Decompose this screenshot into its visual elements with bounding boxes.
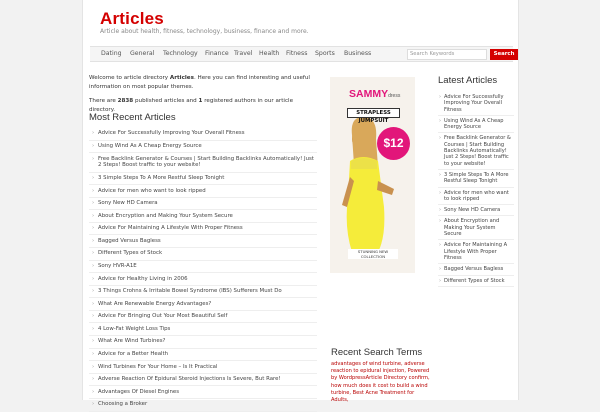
- recent-article-item[interactable]: [89, 141, 317, 154]
- article-link[interactable]: Advice For Successfully Improving Your Overall Fitness: [444, 94, 504, 113]
- recent-article-item[interactable]: [89, 153, 317, 172]
- chevron-right-icon: ›: [92, 155, 95, 162]
- latest-article-item[interactable]: [438, 216, 514, 240]
- article-link[interactable]: Sony HVR-A1E: [98, 262, 137, 269]
- chevron-right-icon: ›: [92, 262, 95, 269]
- chevron-right-icon: ›: [439, 277, 442, 284]
- article-link[interactable]: Wind Turbines For Your Home – Is It Practical: [98, 363, 218, 370]
- nav-item-travel[interactable]: Travel: [234, 50, 253, 57]
- chevron-right-icon: ›: [92, 200, 95, 207]
- latest-article-item[interactable]: [438, 264, 514, 275]
- article-link[interactable]: What Are Renewable Energy Advantages?: [98, 300, 212, 307]
- recent-article-item[interactable]: [89, 286, 317, 299]
- recent-article-item[interactable]: [89, 223, 317, 236]
- recent-article-item[interactable]: [89, 336, 317, 349]
- article-link[interactable]: Advice for men who want to look ripped: [98, 187, 206, 194]
- site-tagline: Article about health, fitness, technology, business, finance and more.: [100, 28, 309, 35]
- search-input[interactable]: Search Keywords: [407, 49, 487, 60]
- recent-article-item[interactable]: [89, 349, 317, 362]
- article-link[interactable]: 3 Things Crohns & Irritable Bowel Syndrome (IBS) Sufferers Must Do: [98, 288, 282, 295]
- page-container: [82, 0, 519, 408]
- nav-item-dating[interactable]: Dating: [101, 50, 122, 57]
- chevron-right-icon: ›: [439, 171, 442, 178]
- main-navigation: [90, 46, 513, 62]
- article-link[interactable]: Advice For Successfully Improving Your Overall Fitness: [98, 130, 245, 137]
- chevron-right-icon: ›: [92, 351, 95, 358]
- article-link[interactable]: Advice For Maintaining A Lifestyle With Proper Fitness: [98, 225, 243, 232]
- latest-article-item[interactable]: [438, 116, 514, 134]
- article-link[interactable]: Advice For Bringing Out Your Most Beautiful Self: [98, 313, 228, 320]
- chevron-right-icon: ›: [92, 288, 95, 295]
- chevron-right-icon: ›: [92, 338, 95, 345]
- chevron-right-icon: ›: [92, 187, 95, 194]
- recent-article-item[interactable]: [89, 173, 317, 186]
- recent-article-item[interactable]: [89, 185, 317, 198]
- latest-article-item[interactable]: [438, 170, 514, 188]
- chevron-right-icon: ›: [439, 218, 442, 225]
- latest-articles-list: [438, 92, 514, 287]
- recent-articles-heading: Most Recent Articles: [89, 112, 176, 123]
- recent-article-item[interactable]: [89, 399, 317, 412]
- ad-product-label: STRAPLESS JUMPSUIT: [347, 108, 400, 118]
- article-link[interactable]: Using Wind As A Cheap Energy Source: [98, 142, 202, 149]
- recent-article-item[interactable]: [89, 386, 317, 399]
- advertisement-banner[interactable]: [330, 77, 415, 273]
- nav-item-business[interactable]: Business: [344, 50, 372, 57]
- directory-stats: There are 2838 published articles and 1 registered authors in our article directory.: [89, 98, 294, 113]
- recent-article-item[interactable]: [89, 323, 317, 336]
- article-link[interactable]: About Encryption and Making Your System Secure: [98, 212, 233, 219]
- nav-item-finance[interactable]: Finance: [205, 50, 229, 57]
- chevron-right-icon: ›: [92, 250, 95, 257]
- recent-article-item[interactable]: [89, 248, 317, 261]
- article-link[interactable]: Sony New HD Camera: [444, 207, 501, 214]
- recent-article-item[interactable]: [89, 361, 317, 374]
- search-terms-heading: Recent Search Terms: [331, 347, 423, 358]
- article-link[interactable]: Free Backlink Generator & Courses | Start Building Backlinks Automatically! Just 2 Steps! Boost traffic to your website!: [98, 155, 314, 169]
- welcome-text: Welcome to article directory Articles. Here you can find interesting and useful information on most popular themes.: [89, 75, 310, 90]
- chevron-right-icon: ›: [439, 189, 442, 196]
- recent-article-item[interactable]: [89, 210, 317, 223]
- search-terms-list[interactable]: advantages of wind turbine, adverse reaction to epidural injection, Powered by WordpressArticle Directory confirm, how much does it cost to build a wind turbine, Best Acne Treatment for Adults,: [331, 361, 430, 404]
- site-title[interactable]: Articles: [100, 9, 164, 28]
- article-link[interactable]: Advice For Maintaining A Lifestyle With Proper Fitness: [444, 242, 508, 261]
- recent-article-item[interactable]: [89, 273, 317, 286]
- article-link[interactable]: Adverse Reaction Of Epidural Steroid Injections Is Severe, But Rare!: [98, 376, 281, 383]
- recent-article-item[interactable]: [89, 128, 317, 141]
- latest-article-item[interactable]: [438, 240, 514, 264]
- article-link[interactable]: Advice for Healthy Living in 2006: [98, 275, 188, 282]
- recent-article-item[interactable]: [89, 298, 317, 311]
- latest-article-item[interactable]: [438, 133, 514, 169]
- recent-article-item[interactable]: [89, 374, 317, 387]
- chevron-right-icon: ›: [92, 225, 95, 232]
- chevron-right-icon: ›: [92, 130, 95, 137]
- article-link[interactable]: 4 Low-Fat Weight Loss Tips: [98, 325, 171, 332]
- article-link[interactable]: Choosing a Broker: [98, 401, 148, 408]
- nav-item-health[interactable]: Health: [259, 50, 280, 57]
- chevron-right-icon: ›: [92, 388, 95, 395]
- chevron-right-icon: ›: [92, 174, 95, 181]
- latest-article-item[interactable]: [438, 205, 514, 216]
- article-link[interactable]: Using Wind As A Cheap Energy Source: [444, 117, 504, 131]
- search-button[interactable]: Search: [490, 49, 518, 60]
- chevron-right-icon: ›: [92, 275, 95, 282]
- chevron-right-icon: ›: [439, 266, 442, 273]
- latest-articles-heading: Latest Articles: [438, 75, 498, 86]
- chevron-right-icon: ›: [92, 237, 95, 244]
- latest-article-item[interactable]: [438, 276, 514, 287]
- nav-item-fitness[interactable]: Fitness: [286, 50, 308, 57]
- chevron-right-icon: ›: [92, 401, 95, 408]
- chevron-right-icon: ›: [439, 117, 442, 124]
- chevron-right-icon: ›: [92, 142, 95, 149]
- recent-article-item[interactable]: [89, 235, 317, 248]
- article-count: 2838: [117, 98, 134, 104]
- article-link[interactable]: Bagged Versus Bagless: [98, 237, 161, 244]
- chevron-right-icon: ›: [92, 313, 95, 320]
- article-link[interactable]: What Are Wind Turbines?: [98, 338, 166, 345]
- recent-article-item[interactable]: [89, 261, 317, 274]
- chevron-right-icon: ›: [439, 94, 442, 100]
- chevron-right-icon: ›: [439, 242, 442, 249]
- article-link[interactable]: Sony New HD Camera: [98, 200, 158, 207]
- article-link[interactable]: Free Backlink Generator & Courses | Start Building Backlinks Automatically! Just 2 Steps! Boost traffic to your website!: [444, 135, 511, 167]
- ad-brand-logo: SAMMYdress: [349, 88, 401, 100]
- article-link[interactable]: Bagged Versus Bagless: [444, 266, 504, 273]
- latest-article-item[interactable]: [438, 92, 514, 116]
- article-link[interactable]: 3 Simple Steps To A More Restful Sleep Tonight: [444, 171, 509, 185]
- article-link[interactable]: About Encryption and Making Your System Secure: [444, 218, 500, 238]
- chevron-right-icon: ›: [92, 376, 95, 383]
- recent-article-item[interactable]: [89, 198, 317, 211]
- recent-article-item[interactable]: [89, 311, 317, 324]
- chevron-right-icon: ›: [92, 325, 95, 332]
- nav-item-technology[interactable]: Technology: [163, 50, 198, 57]
- latest-article-item[interactable]: [438, 188, 514, 206]
- chevron-right-icon: ›: [439, 135, 442, 142]
- chevron-right-icon: ›: [92, 212, 95, 219]
- article-link[interactable]: 3 Simple Steps To A More Restful Sleep Tonight: [98, 174, 225, 181]
- article-link[interactable]: Advice for men who want to look ripped: [444, 189, 509, 202]
- nav-item-general[interactable]: General: [130, 50, 155, 57]
- chevron-right-icon: ›: [92, 363, 95, 370]
- article-link[interactable]: Different Types of Stock: [444, 277, 505, 284]
- ad-model-image: [330, 77, 415, 273]
- article-link[interactable]: Advice for a Better Health: [98, 351, 169, 358]
- ad-price-badge: $12: [377, 127, 410, 160]
- author-count: 1: [198, 98, 203, 104]
- recent-articles-list: [89, 128, 317, 412]
- ad-footer-text: STUNNING NEW COLLECTION: [348, 249, 398, 259]
- chevron-right-icon: ›: [92, 300, 95, 307]
- chevron-right-icon: ›: [439, 207, 442, 214]
- article-link[interactable]: Advantages Of Diesel Engines: [98, 388, 180, 395]
- article-link[interactable]: Different Types of Stock: [98, 250, 163, 257]
- nav-item-sports[interactable]: Sports: [315, 50, 335, 57]
